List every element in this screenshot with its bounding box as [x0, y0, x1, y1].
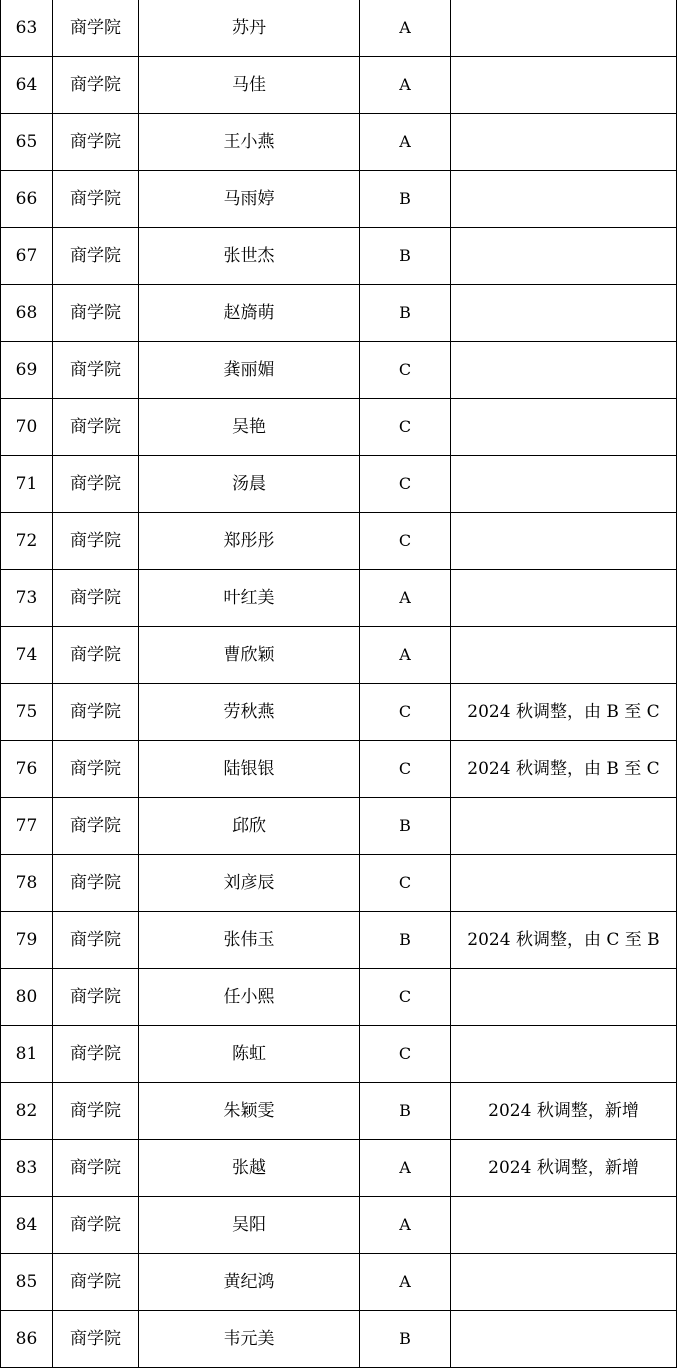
department-cell: 商学院: [53, 570, 139, 627]
note-cell: [451, 228, 677, 285]
person-name-cell: 龚丽媚: [139, 342, 360, 399]
row-number-cell: 86: [1, 1311, 53, 1368]
department-cell: 商学院: [53, 342, 139, 399]
person-name-cell: 曹欣颖: [139, 627, 360, 684]
person-name-cell: 苏丹: [139, 0, 360, 57]
department-cell: 商学院: [53, 0, 139, 57]
grade-cell: A: [360, 57, 451, 114]
table-row: [1, 1083, 677, 1140]
person-name-cell: 吴艳: [139, 399, 360, 456]
person-name-cell: 邱欣: [139, 798, 360, 855]
grade-cell: B: [360, 912, 451, 969]
row-number-cell: 67: [1, 228, 53, 285]
row-number-cell: 84: [1, 1197, 53, 1254]
row-number-cell: 71: [1, 456, 53, 513]
roster-table-body: [1, 0, 677, 1368]
grade-cell: C: [360, 342, 451, 399]
department-cell: 商学院: [53, 798, 139, 855]
grade-cell: C: [360, 1026, 451, 1083]
note-cell: 2024 秋调整，由 B 至 C: [451, 684, 677, 741]
row-number-cell: 77: [1, 798, 53, 855]
note-cell: [451, 969, 677, 1026]
grade-cell: B: [360, 1311, 451, 1368]
note-cell: [451, 627, 677, 684]
grade-cell: C: [360, 513, 451, 570]
department-cell: 商学院: [53, 684, 139, 741]
note-cell: [451, 570, 677, 627]
table-row: [1, 171, 677, 228]
table-row: [1, 969, 677, 1026]
table-row: [1, 513, 677, 570]
person-name-cell: 朱颖雯: [139, 1083, 360, 1140]
grade-cell: B: [360, 171, 451, 228]
table-row: [1, 228, 677, 285]
note-cell: [451, 57, 677, 114]
row-number-cell: 74: [1, 627, 53, 684]
note-cell: [451, 1026, 677, 1083]
row-number-cell: 65: [1, 114, 53, 171]
table-row: [1, 285, 677, 342]
person-name-cell: 张世杰: [139, 228, 360, 285]
department-cell: 商学院: [53, 1026, 139, 1083]
department-cell: 商学院: [53, 1197, 139, 1254]
note-cell: [451, 285, 677, 342]
department-cell: 商学院: [53, 1140, 139, 1197]
note-cell: 2024 秋调整，由 B 至 C: [451, 741, 677, 798]
row-number-cell: 78: [1, 855, 53, 912]
note-cell: [451, 513, 677, 570]
note-cell: [451, 1311, 677, 1368]
table-row: [1, 114, 677, 171]
row-number-cell: 80: [1, 969, 53, 1026]
grade-cell: A: [360, 1197, 451, 1254]
person-name-cell: 叶红美: [139, 570, 360, 627]
person-name-cell: 劳秋燕: [139, 684, 360, 741]
grade-cell: A: [360, 114, 451, 171]
table-row: [1, 1254, 677, 1311]
table-row: [1, 627, 677, 684]
person-name-cell: 陆银银: [139, 741, 360, 798]
table-row: [1, 741, 677, 798]
grade-cell: A: [360, 570, 451, 627]
person-name-cell: 韦元美: [139, 1311, 360, 1368]
grade-cell: C: [360, 399, 451, 456]
department-cell: 商学院: [53, 399, 139, 456]
person-name-cell: 吴阳: [139, 1197, 360, 1254]
department-cell: 商学院: [53, 855, 139, 912]
table-row: [1, 798, 677, 855]
note-cell: 2024 秋调整，由 C 至 B: [451, 912, 677, 969]
note-cell: [451, 1197, 677, 1254]
note-cell: [451, 342, 677, 399]
row-number-cell: 83: [1, 1140, 53, 1197]
grade-cell: A: [360, 1254, 451, 1311]
note-cell: [451, 456, 677, 513]
note-cell: [451, 0, 677, 57]
department-cell: 商学院: [53, 228, 139, 285]
note-cell: [451, 855, 677, 912]
table-row: [1, 912, 677, 969]
row-number-cell: 72: [1, 513, 53, 570]
note-cell: [451, 798, 677, 855]
grade-cell: A: [360, 0, 451, 57]
department-cell: 商学院: [53, 1083, 139, 1140]
grade-cell: B: [360, 228, 451, 285]
grade-cell: A: [360, 627, 451, 684]
department-cell: 商学院: [53, 285, 139, 342]
person-name-cell: 马佳: [139, 57, 360, 114]
department-cell: 商学院: [53, 513, 139, 570]
note-cell: [451, 1254, 677, 1311]
department-cell: 商学院: [53, 1254, 139, 1311]
row-number-cell: 66: [1, 171, 53, 228]
grade-cell: B: [360, 285, 451, 342]
table-row: [1, 57, 677, 114]
person-name-cell: 赵旖萌: [139, 285, 360, 342]
grade-cell: C: [360, 855, 451, 912]
table-row: [1, 684, 677, 741]
note-cell: [451, 171, 677, 228]
person-name-cell: 汤晨: [139, 456, 360, 513]
table-row: [1, 399, 677, 456]
department-cell: 商学院: [53, 171, 139, 228]
note-cell: [451, 114, 677, 171]
grade-cell: B: [360, 1083, 451, 1140]
row-number-cell: 64: [1, 57, 53, 114]
row-number-cell: 75: [1, 684, 53, 741]
note-cell: [451, 399, 677, 456]
grade-cell: C: [360, 456, 451, 513]
table-row: [1, 1026, 677, 1083]
department-cell: 商学院: [53, 456, 139, 513]
person-name-cell: 马雨婷: [139, 171, 360, 228]
department-cell: 商学院: [53, 114, 139, 171]
table-row: [1, 1140, 677, 1197]
department-cell: 商学院: [53, 741, 139, 798]
person-name-cell: 郑彤彤: [139, 513, 360, 570]
grade-cell: C: [360, 969, 451, 1026]
table-row: [1, 570, 677, 627]
table-row: [1, 1197, 677, 1254]
row-number-cell: 76: [1, 741, 53, 798]
table-row: [1, 342, 677, 399]
table-row: [1, 1311, 677, 1368]
department-cell: 商学院: [53, 627, 139, 684]
row-number-cell: 81: [1, 1026, 53, 1083]
row-number-cell: 82: [1, 1083, 53, 1140]
grade-cell: C: [360, 684, 451, 741]
person-name-cell: 黄纪鸿: [139, 1254, 360, 1311]
department-cell: 商学院: [53, 969, 139, 1026]
row-number-cell: 69: [1, 342, 53, 399]
grade-cell: C: [360, 741, 451, 798]
person-name-cell: 张伟玉: [139, 912, 360, 969]
row-number-cell: 85: [1, 1254, 53, 1311]
row-number-cell: 79: [1, 912, 53, 969]
person-name-cell: 刘彦辰: [139, 855, 360, 912]
person-name-cell: 陈虹: [139, 1026, 360, 1083]
grade-cell: B: [360, 798, 451, 855]
row-number-cell: 68: [1, 285, 53, 342]
note-cell: 2024 秋调整，新增: [451, 1140, 677, 1197]
row-number-cell: 63: [1, 0, 53, 57]
table-row: [1, 456, 677, 513]
person-name-cell: 任小熙: [139, 969, 360, 1026]
department-cell: 商学院: [53, 912, 139, 969]
grade-cell: A: [360, 1140, 451, 1197]
note-cell: 2024 秋调整，新增: [451, 1083, 677, 1140]
department-cell: 商学院: [53, 57, 139, 114]
row-number-cell: 70: [1, 399, 53, 456]
table-row: [1, 855, 677, 912]
department-cell: 商学院: [53, 1311, 139, 1368]
person-name-cell: 张越: [139, 1140, 360, 1197]
person-name-cell: 王小燕: [139, 114, 360, 171]
row-number-cell: 73: [1, 570, 53, 627]
table-row: [1, 0, 677, 57]
